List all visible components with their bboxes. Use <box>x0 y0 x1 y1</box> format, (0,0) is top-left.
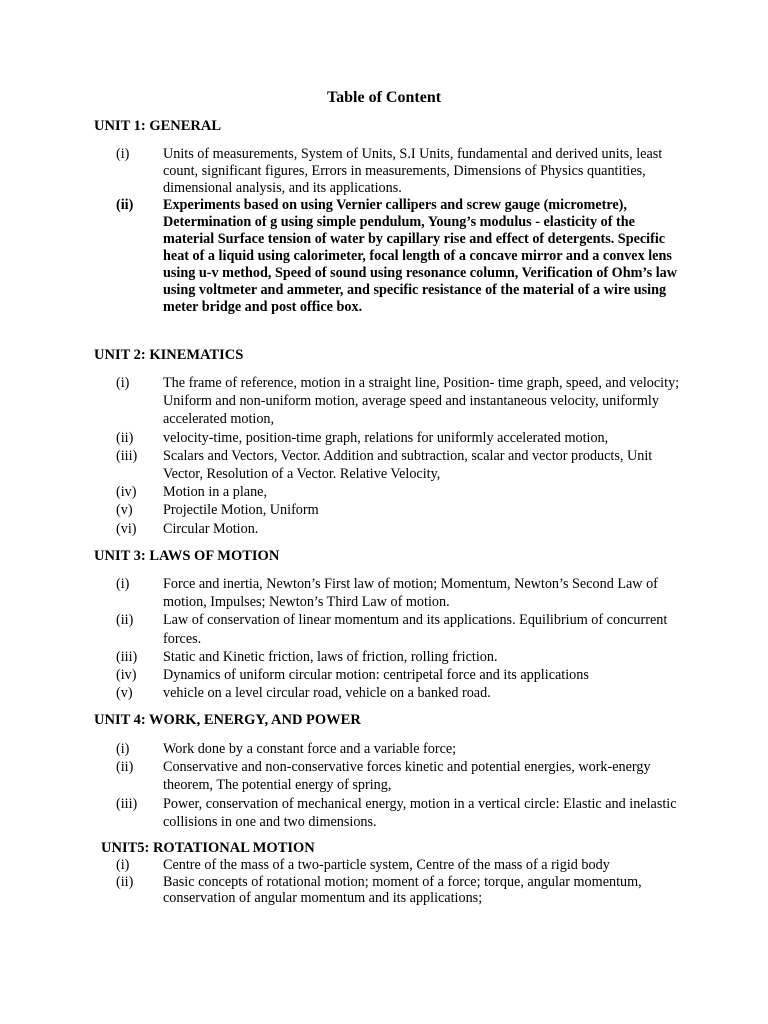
item-number: (ii) <box>116 612 134 629</box>
unit-5-list <box>94 857 694 907</box>
list-item <box>94 648 694 666</box>
item-text: Projectile Motion, Uniform <box>163 502 319 519</box>
item-text: Static and Kinetic friction, laws of friction, rolling friction. <box>163 648 498 665</box>
list-item <box>94 666 694 684</box>
unit-4-heading: UNIT 4: WORK, ENERGY, AND POWER <box>94 712 361 728</box>
item-text: Conservative and non-conservative forces kinetic and potential energies, work-energy theorem, The potential energy of spring, <box>163 759 651 794</box>
item-number: (i) <box>116 375 130 391</box>
unit-1-list <box>94 146 694 316</box>
item-text: Force and inertia, Newton’s First law of motion; Momentum, Newton’s Second Law of motion, Impulses; Newton’s Third Law of motion. <box>163 576 658 611</box>
unit-2-heading: UNIT 2: KINEMATICS <box>94 347 244 363</box>
item-text: Law of conservation of linear momentum and its applications. Equilibrium of concurrent forces. <box>163 612 668 647</box>
page-title: Table of Content <box>326 89 442 106</box>
list-item <box>94 684 694 702</box>
list-item <box>94 520 694 538</box>
item-text: Centre of the mass of a two-particle system, Centre of the mass of a rigid body <box>163 857 610 873</box>
item-text: Dynamics of uniform circular motion: centripetal force and its applications <box>163 667 589 684</box>
list-item <box>94 197 694 316</box>
item-text: Units of measurements, System of Units, S.I Units, fundamental and derived units, least count, significant figures, Errors in measurements, Dimensions of Physics quantities, dimensional analysis, and its applications. <box>163 146 663 196</box>
item-text: velocity-time, position-time graph, relations for uniformly accelerated motion, <box>163 429 609 446</box>
unit-1-heading: UNIT 1: GENERAL <box>94 118 222 134</box>
unit-5-heading: UNIT5: ROTATIONAL MOTION <box>101 840 315 856</box>
item-number: (ii) <box>116 429 134 446</box>
item-text: Work done by a constant force and a variable force; <box>163 741 457 757</box>
list-item <box>94 758 694 794</box>
item-number: (i) <box>116 576 130 592</box>
item-number: (iii) <box>116 648 138 665</box>
list-item <box>94 857 694 874</box>
list-item <box>94 874 694 907</box>
unit-4-list <box>94 740 694 831</box>
item-text: Motion in a plane, <box>163 484 268 501</box>
list-item <box>94 483 694 501</box>
item-text: Experiments based on using Vernier callipers and screw gauge (micrometre), Determination of g using simple pendulum, Young’s modulus - elasticity of the material Surface tension of water by capillary rise and effect of detergents. Specific heat of a liquid using calorimeter, focal length of a concave mirror and a convex lens using u-v method, Speed of sound using resonance column, Verification of Ohm’s law using voltmeter and ammeter, and specific resistance of the material of a wire using meter bridge and post office box. <box>163 197 677 315</box>
item-number: (ii) <box>116 759 134 776</box>
item-text: Scalars and Vectors, Vector. Addition and subtraction, scalar and vector products, Unit Vector, Resolution of a Vector. Relative Velocity, <box>163 447 653 483</box>
list-item <box>94 501 694 519</box>
list-item <box>94 611 694 647</box>
item-number: (iv) <box>116 484 137 501</box>
item-number: (iv) <box>116 667 137 684</box>
list-item <box>94 795 694 831</box>
item-number: (ii) <box>116 873 134 890</box>
item-number: (vi) <box>116 520 137 537</box>
list-item <box>94 146 694 197</box>
item-text: The frame of reference, motion in a straight line, Position- time graph, speed, and velocity; Uniform and non-uniform motion, average speed and instantaneous velocity, uniformly accelerated motion, <box>163 375 680 428</box>
unit-2-list <box>94 374 694 538</box>
unit-3-heading: UNIT 3: LAWS OF MOTION <box>94 548 280 564</box>
item-number: (iii) <box>116 447 138 464</box>
list-item <box>94 740 694 758</box>
item-number: (i) <box>116 146 130 162</box>
item-number: (v) <box>116 685 133 702</box>
item-number: (iii) <box>116 795 138 812</box>
item-text: Circular Motion. <box>163 520 259 537</box>
unit-3-list <box>94 575 694 702</box>
item-text: Basic concepts of rotational motion; moment of a force; torque, angular momentum, conservation of angular momentum and its applications; <box>163 873 642 906</box>
list-item <box>94 447 694 483</box>
item-text: Power, conservation of mechanical energy, motion in a vertical circle: Elastic and inelastic collisions in one and two dimensions. <box>163 795 677 830</box>
list-item <box>94 374 694 429</box>
item-number: (i) <box>116 857 130 873</box>
list-item <box>94 429 694 447</box>
item-number: (ii) <box>116 197 134 213</box>
item-text: vehicle on a level circular road, vehicle on a banked road. <box>163 685 491 702</box>
list-item <box>94 575 694 611</box>
item-number: (i) <box>116 741 130 757</box>
item-number: (v) <box>116 502 133 519</box>
